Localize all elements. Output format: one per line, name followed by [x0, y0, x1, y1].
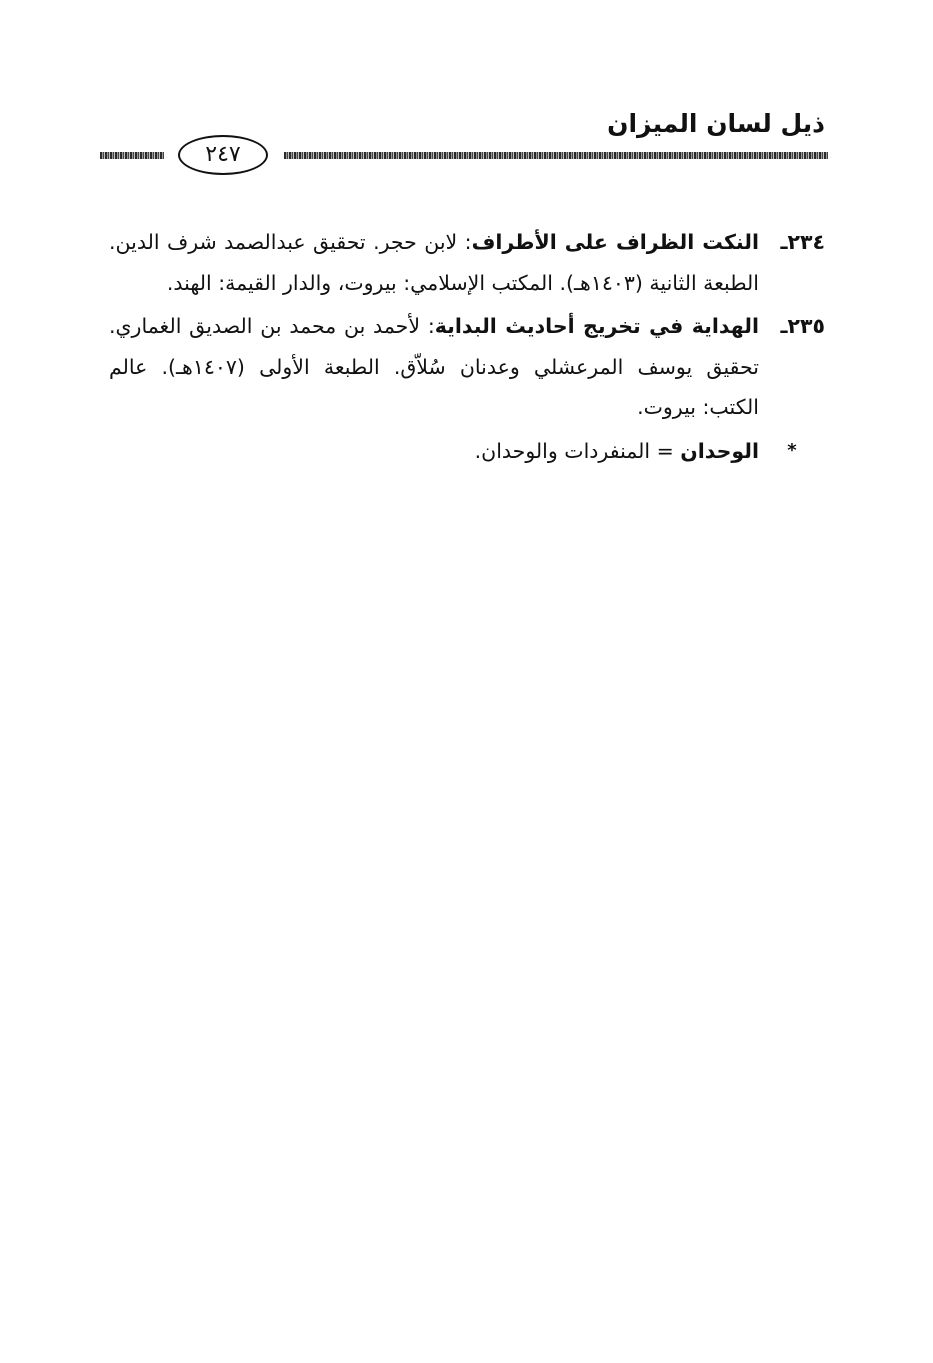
asterisk-icon: *	[787, 439, 797, 461]
page-number: ٢٤٧	[205, 142, 241, 167]
entry-text: : لابن حجر. تحقيق عبدالصمد شرف الدين. الطبعة الثانية (١٤٠٣هـ). المكتب الإسلامي: بيروت، والدار القيمة: الهند.	[109, 230, 759, 295]
header-rule-left	[100, 152, 164, 159]
entry-body	[109, 306, 759, 428]
entry-number: ٢٣٤ـ	[780, 230, 825, 254]
entry-number: ٢٣٥ـ	[780, 314, 825, 338]
header-rule-right	[284, 152, 828, 159]
entry-234	[109, 222, 825, 303]
entry-text: : لأحمد بن محمد بن الصديق الغماري. تحقيق يوسف المرعشلي وعدنان سُلاّق. الطبعة الأولى (١٤٠٧هـ). عالم الكتب: بيروت.	[109, 314, 759, 419]
entry-title: النكت الظراف على الأطراف	[471, 230, 760, 254]
cross-reference	[109, 431, 825, 472]
entry-title: الهداية في تخريج أحاديث البداية	[434, 314, 759, 338]
running-title: ذيل لسان الميزان	[607, 109, 825, 138]
entries-list	[109, 222, 825, 471]
cross-reference-text: = المنفردات والوحدان.	[474, 438, 681, 463]
entry-body	[109, 222, 759, 303]
page-number-oval	[178, 135, 268, 175]
cross-reference-term: الوحدان	[680, 438, 759, 463]
entry-235	[109, 306, 825, 428]
cross-reference-body	[109, 431, 759, 472]
